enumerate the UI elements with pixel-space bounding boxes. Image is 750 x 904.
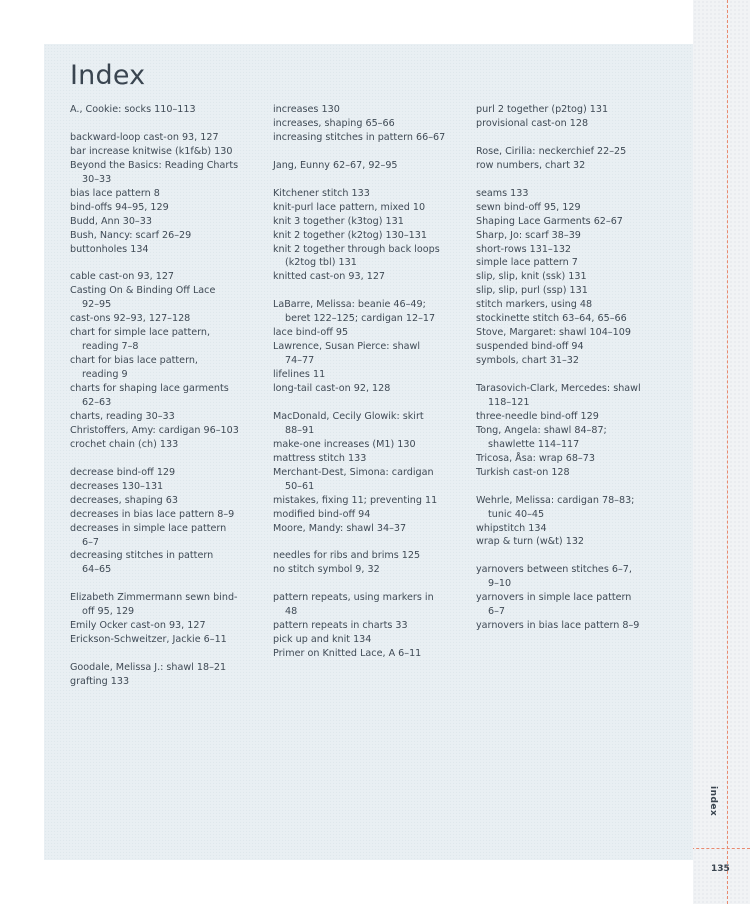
index-group-gap	[70, 256, 265, 270]
index-entry	[476, 312, 686, 326]
index-entry-continuation: 62–63	[82, 396, 112, 408]
index-entry	[70, 661, 265, 675]
index-entry-text: Lawrence, Susan Pierce: shawl	[273, 341, 421, 353]
index-entry-text: chart for simple lace pattern,	[70, 327, 211, 339]
index-entry-text: Casting On & Binding Off Lace	[70, 285, 216, 297]
index-entry	[273, 508, 468, 522]
index-entry-text: Goodale, Melissa J.: shawl 18–21	[70, 662, 227, 674]
index-entry	[70, 382, 265, 410]
index-entry	[476, 619, 686, 633]
index-entry-text: Jang, Eunny 62–67, 92–95	[273, 159, 398, 171]
index-entry	[70, 522, 265, 550]
index-entry	[273, 187, 468, 201]
index-entry-text: knit 2 together through back loops	[273, 243, 440, 255]
index-entry-text: wrap & turn (w&t) 132	[476, 536, 585, 548]
index-entry-text: Kitchener stitch 133	[273, 187, 370, 199]
index-entry-text: Elizabeth Zimmermann sewn bind-	[70, 592, 238, 604]
page-title: Index	[70, 60, 146, 91]
index-entry-text: Shaping Lace Garments 62–67	[476, 215, 623, 227]
index-entry	[273, 270, 468, 284]
index-entry-text: yarnovers between stitches 6–7,	[476, 564, 632, 576]
index-entry-text: Wehrle, Melissa: cardigan 78–83;	[476, 494, 635, 506]
index-entry	[476, 522, 686, 536]
index-entry-text: cable cast-on 93, 127	[70, 271, 175, 283]
index-entry	[476, 145, 686, 159]
index-entry-text: yarnovers in bias lace pattern 8–9	[476, 620, 640, 632]
index-entry-text: bind-offs 94–95, 129	[70, 201, 169, 213]
index-entry-text: charts for shaping lace garments	[70, 383, 229, 395]
index-entry	[70, 619, 265, 633]
index-entry-continuation: 9–10	[488, 578, 512, 590]
index-entry	[70, 480, 265, 494]
index-entry	[273, 591, 468, 619]
index-entry	[70, 675, 265, 689]
index-group-gap	[70, 117, 265, 131]
index-entry-continuation: 64–65	[82, 564, 112, 576]
index-entry	[476, 215, 686, 229]
index-entry-text: simple lace pattern 7	[476, 257, 578, 269]
index-entry	[70, 243, 265, 257]
index-entry-text: needles for ribs and brims 125	[273, 550, 421, 562]
index-entry	[476, 103, 686, 117]
index-entry-text: knit 3 together (k3tog) 131	[273, 215, 404, 227]
index-entry-text: Tricosa, Åsa: wrap 68–73	[476, 452, 595, 464]
index-entry-text: lace bind-off 95	[273, 327, 349, 339]
index-entry	[273, 215, 468, 229]
index-entry	[273, 201, 468, 215]
index-entry	[476, 410, 686, 424]
index-entry	[70, 312, 265, 326]
index-entry	[70, 201, 265, 215]
index-entry-continuation: (k2tog tbl) 131	[285, 257, 357, 269]
index-entry	[70, 284, 265, 312]
index-entry	[273, 229, 468, 243]
index-column-1	[70, 103, 265, 689]
index-entry	[273, 103, 468, 117]
index-entry-continuation: 48	[285, 606, 298, 618]
index-entry-text: Beyond the Basics: Reading Charts	[70, 159, 239, 171]
index-entry	[476, 298, 686, 312]
index-entry	[70, 466, 265, 480]
index-group-gap	[273, 577, 468, 591]
index-entry-continuation: 6–7	[82, 536, 100, 548]
vertical-guide-line	[727, 0, 728, 904]
index-entry	[70, 438, 265, 452]
index-entry-text: Emily Ocker cast-on 93, 127	[70, 620, 206, 632]
index-entry-text: decreases, shaping 63	[70, 494, 178, 506]
index-entry-text: Sharp, Jo: scarf 38–39	[476, 229, 581, 241]
index-entry-text: Christoffers, Amy: cardigan 96–103	[70, 424, 239, 436]
index-entry-text: decrease bind-off 129	[70, 466, 176, 478]
index-entry	[70, 215, 265, 229]
index-entry	[70, 494, 265, 508]
index-entry-continuation: tunic 40–45	[488, 508, 545, 520]
index-entry	[476, 201, 686, 215]
index-entry	[273, 410, 468, 438]
index-entry	[476, 535, 686, 549]
index-entry	[273, 243, 468, 271]
index-entry	[70, 424, 265, 438]
index-entry-text: LaBarre, Melissa: beanie 46–49;	[273, 299, 426, 311]
index-group-gap	[476, 173, 686, 187]
index-entry	[70, 354, 265, 382]
index-entry-text: provisional cast-on 128	[476, 117, 589, 129]
index-entry	[273, 549, 468, 563]
index-entry-text: seams 133	[476, 187, 529, 199]
index-entry	[476, 159, 686, 173]
index-entry-continuation: reading 7–8	[82, 341, 139, 353]
index-entry	[70, 103, 265, 117]
index-entry-text: three-needle bind-off 129	[476, 410, 599, 422]
index-entry-text: increases 130	[273, 104, 340, 115]
index-group-gap	[273, 173, 468, 187]
index-entry	[70, 270, 265, 284]
index-group-gap	[273, 284, 468, 298]
index-entry-text: MacDonald, Cecily Glowik: skirt	[273, 410, 424, 422]
index-group-gap	[273, 145, 468, 159]
index-entry-text: decreases 130–131	[70, 480, 164, 492]
index-entry	[273, 452, 468, 466]
index-entry-text: backward-loop cast-on 93, 127	[70, 131, 219, 143]
index-entry-text: increases, shaping 65–66	[273, 117, 395, 129]
index-column-3	[476, 103, 686, 633]
index-group-gap	[476, 368, 686, 382]
index-entry-text: knitted cast-on 93, 127	[273, 271, 386, 283]
index-entry-text: mistakes, fixing 11; preventing 11	[273, 494, 438, 506]
index-entry-text: make-one increases (M1) 130	[273, 438, 416, 450]
index-entry-continuation: shawlette 114–117	[488, 438, 580, 450]
index-entry	[476, 466, 686, 480]
index-entry-continuation: reading 9	[82, 369, 128, 381]
index-entry-continuation: 118–121	[488, 396, 530, 408]
index-entry	[273, 159, 468, 173]
index-entry-text: bar increase knitwise (k1f&b) 130	[70, 145, 233, 157]
index-entry-text: Turkish cast-on 128	[476, 466, 570, 478]
index-entry-text: pattern repeats in charts 33	[273, 620, 408, 632]
index-entry-text: row numbers, chart 32	[476, 159, 586, 171]
index-entry	[273, 647, 468, 661]
index-entry-text: A., Cookie: socks 110–113	[70, 104, 196, 115]
index-entry	[273, 117, 468, 131]
index-entry	[70, 633, 265, 647]
index-entry-text: chart for bias lace pattern,	[70, 355, 198, 367]
index-entry-text: long-tail cast-on 92, 128	[273, 383, 391, 395]
index-entry	[476, 187, 686, 201]
index-entry-text: crochet chain (ch) 133	[70, 438, 179, 450]
index-entry	[273, 633, 468, 647]
index-entry-text: cast-ons 92–93, 127–128	[70, 313, 191, 325]
index-entry	[70, 229, 265, 243]
index-entry	[273, 382, 468, 396]
index-entry	[273, 368, 468, 382]
page-edge-tab-strip	[693, 0, 750, 904]
index-entry-text: Tong, Angela: shawl 84–87;	[476, 424, 607, 436]
index-entry-text: Moore, Mandy: shawl 34–37	[273, 522, 407, 534]
index-entry-text: grafting 133	[70, 676, 130, 687]
horizontal-guide-line	[686, 848, 750, 849]
index-entry	[70, 159, 265, 187]
index-entry	[273, 438, 468, 452]
index-entry-text: knit 2 together (k2tog) 130–131	[273, 229, 427, 241]
index-entry-text: mattress stitch 133	[273, 452, 367, 464]
index-entry-text: Bush, Nancy: scarf 26–29	[70, 229, 192, 241]
index-entry-text: Budd, Ann 30–33	[70, 215, 152, 227]
index-entry	[273, 619, 468, 633]
index-column-2	[273, 103, 468, 661]
index-entry	[476, 563, 686, 591]
index-entry-text: bias lace pattern 8	[70, 187, 160, 199]
index-entry-text: Erickson-Schweitzer, Jackie 6–11	[70, 634, 227, 646]
index-entry-text: buttonholes 134	[70, 243, 149, 255]
index-entry	[273, 326, 468, 340]
index-group-gap	[273, 535, 468, 549]
index-entry-text: stitch markers, using 48	[476, 299, 593, 311]
index-entry-text: short-rows 131–132	[476, 243, 572, 255]
index-entry	[70, 131, 265, 145]
index-group-gap	[70, 577, 265, 591]
index-entry	[476, 256, 686, 270]
index-group-gap	[70, 452, 265, 466]
index-entry	[273, 522, 468, 536]
index-entry	[476, 243, 686, 257]
index-group-gap	[476, 480, 686, 494]
index-group-gap	[273, 396, 468, 410]
index-entry-text: slip, slip, knit (ssk) 131	[476, 271, 587, 283]
section-tab-label: index	[708, 786, 718, 817]
index-entry	[273, 494, 468, 508]
index-entry-text: stockinette stitch 63–64, 65–66	[476, 313, 627, 325]
index-entry-text: charts, reading 30–33	[70, 410, 175, 422]
index-entry	[273, 466, 468, 494]
index-entry	[273, 563, 468, 577]
index-entry-continuation: beret 122–125; cardigan 12–17	[285, 313, 436, 325]
index-entry-text: purl 2 together (p2tog) 131	[476, 104, 609, 115]
index-entry-continuation: 74–77	[285, 355, 315, 367]
index-entry-text: Tarasovich-Clark, Mercedes: shawl	[476, 383, 641, 395]
index-entry	[476, 270, 686, 284]
index-entry	[476, 340, 686, 354]
index-entry-text: increasing stitches in pattern 66–67	[273, 131, 446, 143]
index-entry-text: Stove, Margaret: shawl 104–109	[476, 327, 631, 339]
index-entry-continuation: 88–91	[285, 424, 315, 436]
index-entry-text: suspended bind-off 94	[476, 341, 584, 353]
index-entry	[476, 284, 686, 298]
index-entry-text: pick up and knit 134	[273, 634, 372, 646]
index-entry	[70, 145, 265, 159]
index-entry	[273, 298, 468, 326]
index-entry-text: knit-purl lace pattern, mixed 10	[273, 201, 426, 213]
page-number: 135	[711, 864, 730, 874]
index-entry	[273, 340, 468, 368]
index-entry-text: sewn bind-off 95, 129	[476, 201, 581, 213]
index-entry	[476, 117, 686, 131]
index-entry-text: Primer on Knitted Lace, A 6–11	[273, 648, 422, 660]
index-entry	[476, 424, 686, 452]
index-entry-text: symbols, chart 31–32	[476, 355, 579, 367]
index-entry	[70, 410, 265, 424]
index-entry-continuation: off 95, 129	[82, 606, 135, 618]
index-entry	[70, 508, 265, 522]
index-entry-text: Rose, Cirilia: neckerchief 22–25	[476, 145, 627, 157]
index-entry-continuation: 50–61	[285, 480, 315, 492]
index-entry-text: yarnovers in simple lace pattern	[476, 592, 632, 604]
index-group-gap	[476, 549, 686, 563]
index-group-gap	[70, 647, 265, 661]
index-entry-text: decreasing stitches in pattern	[70, 550, 214, 562]
index-entry-text: no stitch symbol 9, 32	[273, 564, 380, 576]
index-entry-continuation: 92–95	[82, 299, 112, 311]
index-entry	[476, 229, 686, 243]
index-entry	[70, 187, 265, 201]
index-entry	[476, 326, 686, 340]
index-entry-text: slip, slip, purl (ssp) 131	[476, 285, 588, 297]
index-entry-text: lifelines 11	[273, 369, 326, 381]
index-entry	[70, 326, 265, 354]
index-entry-text: decreases in simple lace pattern	[70, 522, 227, 534]
index-entry-text: decreases in bias lace pattern 8–9	[70, 508, 235, 520]
index-entry	[70, 549, 265, 577]
index-entry-text: pattern repeats, using markers in	[273, 592, 434, 604]
index-entry	[476, 494, 686, 522]
index-entry-text: Merchant-Dest, Simona: cardigan	[273, 466, 434, 478]
index-entry	[476, 382, 686, 410]
index-entry-continuation: 30–33	[82, 173, 112, 185]
index-entry	[273, 131, 468, 145]
index-group-gap	[476, 131, 686, 145]
index-entry-continuation: 6–7	[488, 606, 506, 618]
index-entry-text: whipstitch 134	[476, 522, 547, 534]
index-entry-text: modified bind-off 94	[273, 508, 371, 520]
index-entry	[476, 354, 686, 368]
index-entry	[70, 591, 265, 619]
index-entry	[476, 591, 686, 619]
index-entry	[476, 452, 686, 466]
